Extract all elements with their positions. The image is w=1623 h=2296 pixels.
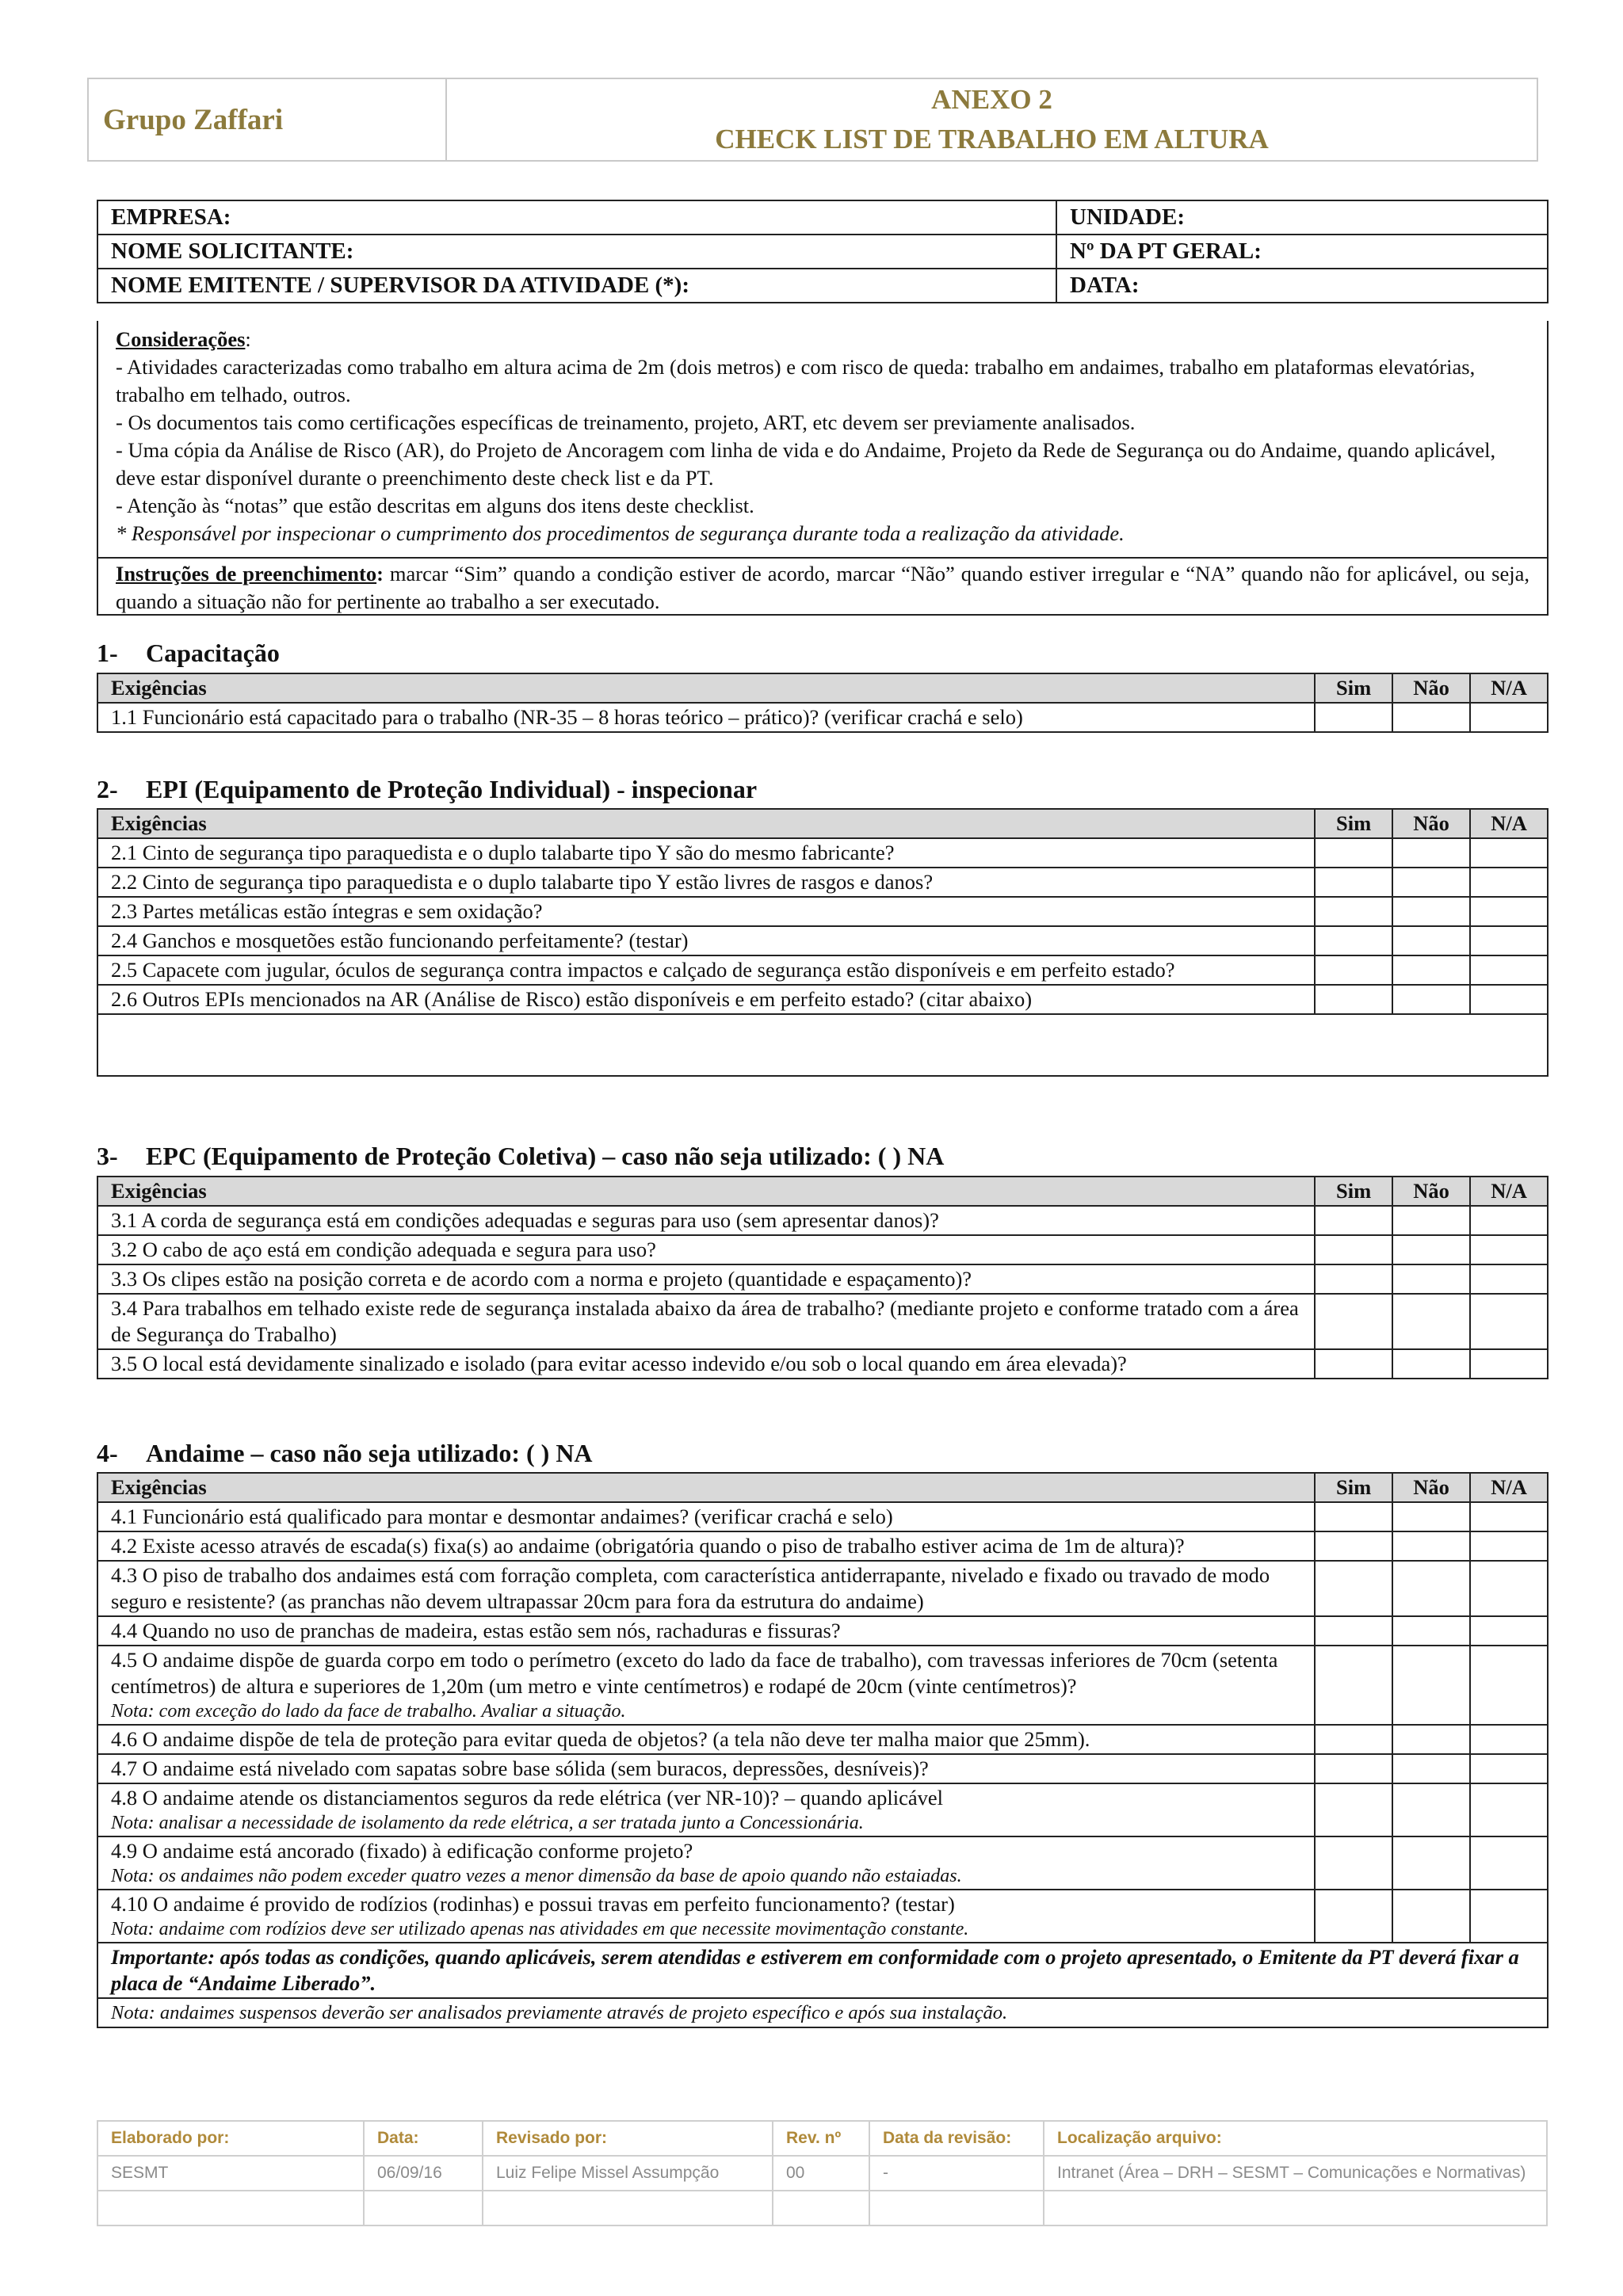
- unidade-field[interactable]: UNIDADE:: [1056, 200, 1548, 235]
- nao-checkbox[interactable]: [1392, 703, 1470, 732]
- item-note: Nota: com exceção do lado da face de trabalho. Avaliar a situação.: [111, 1701, 626, 1722]
- sim-checkbox[interactable]: [1315, 955, 1392, 985]
- sim-checkbox[interactable]: [1315, 1836, 1392, 1890]
- sim-checkbox[interactable]: [1315, 1616, 1392, 1646]
- emitente-field[interactable]: NOME EMITENTE / SUPERVISOR DA ATIVIDADE (*):: [97, 269, 1056, 303]
- footer-empty-cell: [483, 2191, 773, 2225]
- instrucoes-text: marcar “Sim” quando a condição estiver de acordo, marcar “Não” quando estiver irregular e “NA” quando não for aplicável, ou seja, quando a situação não for pertinente ao trabalho a ser executado.: [116, 562, 1529, 613]
- table-row: 4.3 O piso de trabalho dos andaimes está com forração completa, com característica antiderrapante, nivelado e fixado ou travado de modo seguro e resistente? (as pranchas não devem ultrapassar 20cm para fora da estrutura do andaime): [97, 1561, 1548, 1616]
- nao-checkbox[interactable]: [1392, 1646, 1470, 1725]
- sim-checkbox[interactable]: [1315, 838, 1392, 868]
- table-row: 3.5 O local está devidamente sinalizado e isolado (para evitar acesso indevido e/ou sob o local quando em área elevada)?: [97, 1349, 1548, 1379]
- nao-checkbox[interactable]: [1392, 955, 1470, 985]
- sim-checkbox[interactable]: [1315, 1725, 1392, 1754]
- na-checkbox[interactable]: [1470, 868, 1548, 897]
- nao-checkbox[interactable]: [1392, 868, 1470, 897]
- na-checkbox[interactable]: [1470, 1206, 1548, 1235]
- footer-value: Intranet (Área – DRH – SESMT – Comunicações e Normativas): [1044, 2156, 1547, 2191]
- instrucoes-label: Instruções de preenchimento: [116, 562, 377, 585]
- col-nao: Não: [1392, 1177, 1470, 1206]
- sim-checkbox[interactable]: [1315, 1294, 1392, 1349]
- footer-empty-cell: [869, 2191, 1044, 2225]
- na-checkbox[interactable]: [1470, 703, 1548, 732]
- section-2-title: 2- EPI (Equipamento de Proteção Individual) - inspecionar: [97, 775, 758, 803]
- solicitante-field[interactable]: NOME SOLICITANTE:: [97, 235, 1056, 269]
- annex-label: ANEXO 2: [931, 84, 1052, 115]
- identification-form: [97, 200, 1549, 303]
- footer-value: Luiz Felipe Missel Assumpção: [483, 2156, 773, 2191]
- section-1-title: 1- Capacitação: [97, 639, 280, 667]
- nao-checkbox[interactable]: [1392, 1264, 1470, 1294]
- col-nao: Não: [1392, 1473, 1470, 1502]
- col-exigencias: Exigências: [97, 1473, 1315, 1502]
- sim-checkbox[interactable]: [1315, 1890, 1392, 1943]
- sim-checkbox[interactable]: [1315, 1206, 1392, 1235]
- na-checkbox[interactable]: [1470, 897, 1548, 926]
- table-row: 2.4 Ganchos e mosquetões estão funcionando perfeitamente? (testar): [97, 926, 1548, 955]
- table-row: 3.1 A corda de segurança está em condições adequadas e seguras para uso (sem apresentar danos)?: [97, 1206, 1548, 1235]
- document-title: CHECK LIST DE TRABALHO EM ALTURA: [715, 124, 1269, 154]
- sim-checkbox[interactable]: [1315, 1646, 1392, 1725]
- consideracao-item: - Atenção às “notas” que estão descritas em alguns dos itens deste checklist.: [116, 494, 754, 517]
- table-row: 4.2 Existe acesso através de escada(s) fixa(s) ao andaime (obrigatória quando o piso de trabalho estiver acima de 1m de altura)?: [97, 1531, 1548, 1561]
- table-row: 3.2 O cabo de aço está em condição adequada e segura para uso?: [97, 1235, 1548, 1264]
- col-sim: Sim: [1315, 673, 1392, 703]
- pt-geral-field[interactable]: Nº DA PT GERAL:: [1056, 235, 1548, 269]
- table-row: [97, 1890, 1548, 1943]
- col-sim: Sim: [1315, 1177, 1392, 1206]
- nao-checkbox[interactable]: [1392, 1531, 1470, 1561]
- table-row: 2.3 Partes metálicas estão íntegras e sem oxidação?: [97, 897, 1548, 926]
- table-row: 2.5 Capacete com jugular, óculos de segurança contra impactos e calçado de segurança estão disponíveis e em perfeito estado?: [97, 955, 1548, 985]
- responsavel-footnote: * Responsável por inspecionar o cumprimento dos procedimentos de segurança durante toda a realização da atividade.: [116, 521, 1125, 545]
- item-text: 4.10 O andaime é provido de rodízios (rodinhas) e possui travas em perfeito funcionamento? (testar): [111, 1892, 955, 1916]
- col-exigencias: Exigências: [97, 1177, 1315, 1206]
- empresa-field[interactable]: EMPRESA:: [97, 200, 1056, 235]
- consideracao-item: - Atividades caracterizadas como trabalho em altura acima de 2m (dois metros) e com risco de queda: trabalho em andaimes, trabalho em plataformas elevatórias, trabalho em telhado, outros.: [116, 355, 1476, 406]
- sim-checkbox[interactable]: [1315, 985, 1392, 1014]
- na-checkbox[interactable]: [1470, 1349, 1548, 1379]
- nao-checkbox[interactable]: [1392, 1349, 1470, 1379]
- table-row: 1.1 Funcionário está capacitado para o trabalho (NR-35 – 8 horas teórico – prático)? (verificar crachá e selo): [97, 703, 1548, 732]
- table-row: 4.4 Quando no uso de pranchas de madeira, estas estão sem nós, rachaduras e fissuras?: [97, 1616, 1548, 1646]
- sim-checkbox[interactable]: [1315, 1349, 1392, 1379]
- item-note: Nota: andaime com rodízios deve ser utilizado apenas nas atividades em que necessite movimentação constante.: [111, 1919, 969, 1939]
- consideracoes-heading: Considerações: [116, 327, 246, 351]
- consideracao-item: - Os documentos tais como certificações específicas de treinamento, projeto, ART, etc devem ser previamente analisados.: [116, 410, 1136, 434]
- table-row: 4.6 O andaime dispõe de tela de proteção para evitar queda de objetos? (a tela não deve ter malha maior que 25mm).: [97, 1725, 1548, 1754]
- document-footer: [97, 2120, 1548, 2226]
- consideracoes-box: Considerações: - Atividades caracterizadas como trabalho em altura acima de 2m (dois metros) e com risco de queda: trabalho em andaimes, trabalho em plataformas elevatórias, trabalho em telhado, outros. - Os documentos tais como certificações específicas de treinamento, projeto, ART, etc devem ser previamente analisados. - Uma cópia da Análise de Risco (AR), do Projeto de Ancoragem com linha de vida e do Andaime, Projeto da Rede de Segurança ou do Andaime, quando aplicável, deve estar disponível durante o preenchimento deste check list e da PT. - Atenção às “notas” que estão descritas em alguns dos itens deste checklist. * Responsável por inspecionar o cumprimento dos procedimentos de segurança durante toda a realização da atividade.: [97, 321, 1549, 559]
- footer-value: 00: [773, 2156, 869, 2191]
- table-row: 3.4 Para trabalhos em telhado existe rede de segurança instalada abaixo da área de trabalho? (mediante projeto e conforme tratado com a área de Segurança do Trabalho): [97, 1294, 1548, 1349]
- na-checkbox[interactable]: [1470, 1616, 1548, 1646]
- footer-empty-cell: [773, 2191, 869, 2225]
- document-title-block: [447, 79, 1537, 160]
- na-checkbox[interactable]: [1470, 1754, 1548, 1783]
- item-text: 4.8 O andaime atende os distanciamentos seguros da rede elétrica (ver NR-10)? – quando aplicável: [111, 1786, 944, 1810]
- table-row: [97, 1646, 1548, 1725]
- footer-value: -: [869, 2156, 1044, 2191]
- document-header: [87, 78, 1538, 162]
- nao-checkbox[interactable]: [1392, 1616, 1470, 1646]
- col-nao: Não: [1392, 809, 1470, 838]
- table-row: 3.3 Os clipes estão na posição correta e de acordo com a norma e projeto (quantidade e espaçamento)?: [97, 1264, 1548, 1294]
- item-note: Nota: os andaimes não podem exceder quatro vezes a menor dimensão da base de apoio quando não estaiadas.: [111, 1866, 962, 1886]
- na-checkbox[interactable]: [1470, 838, 1548, 868]
- na-checkbox[interactable]: [1470, 1264, 1548, 1294]
- na-checkbox[interactable]: [1470, 1502, 1548, 1531]
- item-note: Nota: analisar a necessidade de isolamento da rede elétrica, a ser tratada junto a Concessionária.: [111, 1813, 864, 1833]
- col-na: N/A: [1470, 1473, 1548, 1502]
- sim-checkbox[interactable]: [1315, 897, 1392, 926]
- table-row: 2.1 Cinto de segurança tipo paraquedista e o duplo talabarte tipo Y são do mesmo fabricante?: [97, 838, 1548, 868]
- footer-label: Elaborado por:: [97, 2121, 364, 2156]
- instrucoes-box: Instruções de preenchimento: marcar “Sim” quando a condição estiver de acordo, marcar “Não” quando estiver irregular e “NA” quando não for aplicável, ou seja, quando a situação não for pertinente ao trabalho a ser executado.: [97, 557, 1549, 616]
- nao-checkbox[interactable]: [1392, 1890, 1470, 1943]
- nao-checkbox[interactable]: [1392, 1725, 1470, 1754]
- nao-checkbox[interactable]: [1392, 1235, 1470, 1264]
- section-4-title: 4- Andaime – caso não seja utilizado: ( ) NA: [97, 1439, 593, 1467]
- nao-checkbox[interactable]: [1392, 1206, 1470, 1235]
- nao-checkbox[interactable]: [1392, 1502, 1470, 1531]
- sim-checkbox[interactable]: [1315, 1561, 1392, 1616]
- footer-label: Localização arquivo:: [1044, 2121, 1547, 2156]
- col-na: N/A: [1470, 673, 1548, 703]
- na-checkbox[interactable]: [1470, 1725, 1548, 1754]
- table-row: [97, 1783, 1548, 1836]
- col-exigencias: Exigências: [97, 673, 1315, 703]
- item-text: 4.5 O andaime dispõe de guarda corpo em todo o perímetro (exceto do lado da face de trabalho), com travessas inferiores de 70cm (setenta centímetros) de altura e superiores de 1,20m (um metro e vinte centímetros) e rodapé de 20cm (vinte centímetros)?: [111, 1648, 1278, 1698]
- col-na: N/A: [1470, 809, 1548, 838]
- company-name: Grupo Zaffari: [89, 79, 447, 160]
- section-2-table: [97, 808, 1549, 1077]
- footer-label: Data:: [364, 2121, 483, 2156]
- na-checkbox[interactable]: [1470, 1836, 1548, 1890]
- footer-label: Data da revisão:: [869, 2121, 1044, 2156]
- sim-checkbox[interactable]: [1315, 1783, 1392, 1836]
- footer-value: SESMT: [97, 2156, 364, 2191]
- section-1-table: [97, 673, 1549, 733]
- col-nao: Não: [1392, 673, 1470, 703]
- data-field[interactable]: DATA:: [1056, 269, 1548, 303]
- col-sim: Sim: [1315, 1473, 1392, 1502]
- na-checkbox[interactable]: [1470, 955, 1548, 985]
- sim-checkbox[interactable]: [1315, 703, 1392, 732]
- na-checkbox[interactable]: [1470, 985, 1548, 1014]
- sim-checkbox[interactable]: [1315, 1531, 1392, 1561]
- na-checkbox[interactable]: [1470, 1235, 1548, 1264]
- footer-value: 06/09/16: [364, 2156, 483, 2191]
- item-text: 4.9 O andaime está ancorado (fixado) à edificação conforme projeto?: [111, 1839, 693, 1863]
- na-checkbox[interactable]: [1470, 926, 1548, 955]
- nao-checkbox[interactable]: [1392, 1561, 1470, 1616]
- table-row: [97, 1836, 1548, 1890]
- section-3-table: [97, 1176, 1549, 1379]
- na-checkbox[interactable]: [1470, 1783, 1548, 1836]
- sim-checkbox[interactable]: [1315, 926, 1392, 955]
- sim-checkbox[interactable]: [1315, 1754, 1392, 1783]
- nao-checkbox[interactable]: [1392, 1836, 1470, 1890]
- nao-checkbox[interactable]: [1392, 1783, 1470, 1836]
- col-na: N/A: [1470, 1177, 1548, 1206]
- nao-checkbox[interactable]: [1392, 1754, 1470, 1783]
- footer-label: Rev. nº: [773, 2121, 869, 2156]
- sim-checkbox[interactable]: [1315, 1264, 1392, 1294]
- nao-checkbox[interactable]: [1392, 985, 1470, 1014]
- footer-empty-cell: [97, 2191, 364, 2225]
- footer-empty-cell: [1044, 2191, 1547, 2225]
- na-checkbox[interactable]: [1470, 1294, 1548, 1349]
- sim-checkbox[interactable]: [1315, 1502, 1392, 1531]
- other-epis-field[interactable]: [97, 1014, 1548, 1076]
- nao-checkbox[interactable]: [1392, 1294, 1470, 1349]
- sim-checkbox[interactable]: [1315, 1235, 1392, 1264]
- table-row: 4.7 O andaime está nivelado com sapatas sobre base sólida (sem buracos, depressões, desníveis)?: [97, 1754, 1548, 1783]
- suspended-scaffold-note: Nota: andaimes suspensos deverão ser analisados previamente através de projeto específico e após sua instalação.: [97, 1998, 1548, 2027]
- na-checkbox[interactable]: [1470, 1531, 1548, 1561]
- section-4-table: [97, 1472, 1549, 2028]
- na-checkbox[interactable]: [1470, 1646, 1548, 1725]
- sim-checkbox[interactable]: [1315, 868, 1392, 897]
- table-row: 4.1 Funcionário está qualificado para montar e desmontar andaimes? (verificar crachá e selo): [97, 1502, 1548, 1531]
- footer-label: Revisado por:: [483, 2121, 773, 2156]
- section-3-title: 3- EPC (Equipamento de Proteção Coletiva) – caso não seja utilizado: ( ) NA: [97, 1142, 945, 1170]
- footer-empty-cell: [364, 2191, 483, 2225]
- col-sim: Sim: [1315, 809, 1392, 838]
- nao-checkbox[interactable]: [1392, 926, 1470, 955]
- table-row: 2.6 Outros EPIs mencionados na AR (Análise de Risco) estão disponíveis e em perfeito estado? (citar abaixo): [97, 985, 1548, 1014]
- nao-checkbox[interactable]: [1392, 897, 1470, 926]
- important-note: Importante: após todas as condições, quando aplicáveis, serem atendidas e estiverem em conformidade com o projeto apresentado, o Emitente da PT deverá fixar a placa de “Andaime Liberado”.: [97, 1943, 1548, 1998]
- na-checkbox[interactable]: [1470, 1890, 1548, 1943]
- col-exigencias: Exigências: [97, 809, 1315, 838]
- na-checkbox[interactable]: [1470, 1561, 1548, 1616]
- consideracao-item: - Uma cópia da Análise de Risco (AR), do Projeto de Ancoragem com linha de vida e do Andaime, Projeto da Rede de Segurança ou do Andaime, quando aplicável, deve estar disponível durante o preenchimento deste check list e da PT.: [116, 438, 1496, 490]
- nao-checkbox[interactable]: [1392, 838, 1470, 868]
- table-row: 2.2 Cinto de segurança tipo paraquedista e o duplo talabarte tipo Y estão livres de rasgos e danos?: [97, 868, 1548, 897]
